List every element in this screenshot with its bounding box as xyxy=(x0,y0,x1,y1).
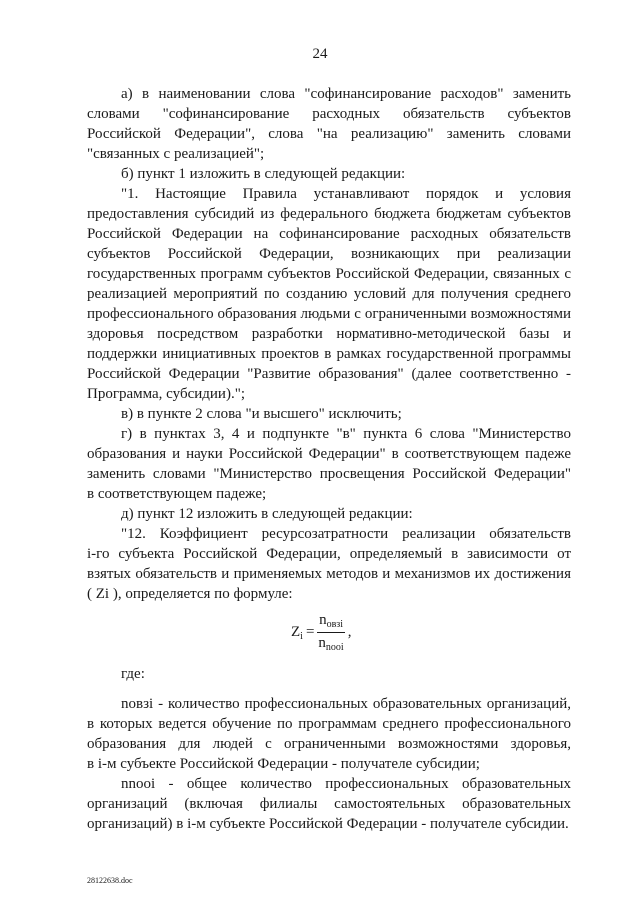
where-label: где: xyxy=(121,666,145,682)
text-line: поддержки инициативных проектов в рамках государственной программы xyxy=(87,346,571,362)
text-line: ( Zi ), определяется по формуле: xyxy=(87,586,293,602)
text-line: в i-м субъекте Российской Федерации - получателе субсидии; xyxy=(87,756,480,772)
formula-denominator: $n_{nooi}$ xyxy=(318,635,344,653)
text-line: Программа, субсидии)."; xyxy=(87,386,245,402)
formula-numerator: $n_{овзi}$ xyxy=(317,612,345,633)
formula xyxy=(291,612,351,653)
text-line: "1. Настоящие Правила устанавливают порядок и условия xyxy=(121,186,571,202)
text-line: в которых ведется обучение по программам среднего профессионального xyxy=(87,716,571,732)
text-line: организаций) в i-м субъекте Российской Федерации - получателе субсидии. xyxy=(87,816,569,832)
text-line: образования для людей с ограниченными возможностями здоровья, xyxy=(87,736,571,752)
text-line: взятых обязательств и применяемых методов и механизмов их достижения xyxy=(87,566,571,582)
text-line: здоровья посредством разработки нормативно-методической базы и xyxy=(87,326,571,342)
text-line: реализацией мероприятий по созданию условий для получения среднего xyxy=(87,286,571,302)
paragraph xyxy=(87,84,571,164)
text-line: а) в наименовании слова "софинансирование расходов" заменить xyxy=(121,86,571,102)
paragraph xyxy=(87,164,571,184)
text-line: в соответствующем падеже; xyxy=(87,486,267,502)
text-line: предоставления субсидий из федерального бюджета бюджетам субъектов xyxy=(87,206,571,222)
definitions xyxy=(87,694,571,834)
text-line: Российской Федерации "Развитие образования" (далее соответственно - xyxy=(87,366,571,382)
text-line: "12. Коэффициент ресурсозатратности реализации обязательств xyxy=(121,526,571,542)
text-line: г) в пунктах 3, 4 и подпункте "в" пункта 6 слова "Министерство xyxy=(121,426,571,442)
text-line: организаций (включая филиалы самостоятельных образовательных xyxy=(87,796,571,812)
formula-equals: = xyxy=(305,624,315,640)
text-line: заменить словами "Министерство просвещения Российской Федерации" xyxy=(87,466,571,482)
paragraph xyxy=(87,404,571,424)
formula-fraction xyxy=(316,612,345,653)
definition xyxy=(87,694,571,774)
text-line: образования и науки Российской Федерации" в соответствующем падеже xyxy=(87,446,571,462)
paragraph xyxy=(87,524,571,604)
text-line: словами "софинансирование расходных обязательств субъектов xyxy=(87,106,571,122)
text-line: субъектов Российской Федерации, возникающих при реализации xyxy=(87,246,571,262)
paragraph xyxy=(87,504,571,524)
text-line: в) в пункте 2 слова "и высшего" исключить; xyxy=(121,406,402,422)
formula-tail: , xyxy=(347,624,352,640)
definition xyxy=(87,774,571,834)
text-line: б) пункт 1 изложить в следующей редакции: xyxy=(121,166,406,182)
text-line: nовзi - количество профессиональных образовательных организаций, xyxy=(121,696,571,712)
formula-lhs: $Z_i$ xyxy=(291,623,303,642)
page-number: 24 xyxy=(312,46,328,62)
text-line: Российской Федерации", слова "на реализацию" заменить словами xyxy=(87,126,571,142)
text-line: д) пункт 12 изложить в следующей редакции: xyxy=(121,506,413,522)
paragraph xyxy=(87,424,571,504)
document-body xyxy=(87,84,571,604)
text-line: профессионального образования людьми с ограниченными возможностями xyxy=(87,306,571,322)
file-name: 28122638.doc xyxy=(87,876,133,885)
text-line: "связанных с реализацией"; xyxy=(87,146,265,162)
text-line: государственных программ субъектов Российской Федерации, связанных с xyxy=(87,266,571,282)
text-line: Российской Федерации на софинансирование расходных обязательств xyxy=(87,226,571,242)
text-line: nnooi - общее количество профессиональных образовательных xyxy=(121,776,571,792)
paragraph xyxy=(87,184,571,404)
text-line: i-го субъекта Российской Федерации, определяемый в зависимости от xyxy=(87,546,571,562)
